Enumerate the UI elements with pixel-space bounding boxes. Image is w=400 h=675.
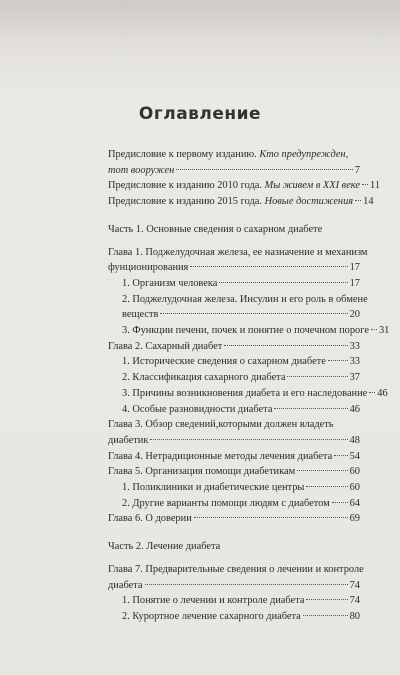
- toc-italic: Кто предупрежден,: [259, 149, 349, 160]
- section-5-2: [108, 496, 360, 512]
- toc-text: фунционирования: [108, 262, 189, 274]
- page-number: 31: [378, 325, 390, 337]
- toc-text: 1. Поликлиники и диабетические центры: [122, 482, 305, 494]
- page-number: 74: [349, 579, 360, 591]
- dot-leader: [150, 439, 347, 440]
- dot-leader: [369, 392, 375, 393]
- toc-preface-3: [108, 194, 374, 210]
- dot-leader: [190, 266, 347, 267]
- chapter-7: [108, 578, 360, 594]
- chapter-4: [108, 449, 360, 465]
- page-number: 74: [349, 595, 360, 607]
- dot-leader: [334, 455, 347, 456]
- toc-text: Предисловие к изданию 2015 года.: [108, 196, 265, 208]
- dot-leader: [224, 345, 347, 346]
- section-2-3: [108, 386, 388, 402]
- toc-text: 1. Исторические сведения о сахарном диабете: [122, 356, 326, 368]
- toc-text: Глава 5. Организация помощи диабетикам: [108, 466, 296, 478]
- toc-text: веществ: [122, 309, 159, 321]
- section-7-2: [108, 609, 360, 625]
- dot-leader: [332, 502, 348, 503]
- bleed-through-shadow: [0, 0, 400, 95]
- dot-leader: [355, 200, 361, 201]
- part-2-heading: Часть 2. Лечение диабета: [108, 541, 221, 553]
- dot-leader: [287, 376, 347, 377]
- page-number: 17: [349, 262, 360, 274]
- section-2-2: [108, 370, 360, 386]
- chapter-1: [108, 260, 360, 276]
- toc-text: 3. Причины возникновения диабета и его наследование: [122, 387, 368, 399]
- dot-leader: [303, 615, 348, 616]
- part-1-heading: Часть 1. Основные сведения о сахарном диабете: [108, 223, 323, 235]
- section-1-1: [108, 276, 360, 292]
- page-number: 48: [349, 434, 360, 446]
- page-number: 7: [354, 164, 360, 176]
- dot-leader: [297, 470, 347, 471]
- dot-leader: [362, 184, 368, 185]
- dot-leader: [194, 517, 348, 518]
- table-of-contents: [108, 147, 390, 625]
- page-number: 46: [349, 403, 360, 415]
- toc-text: 2. Классификация сахарного диабета: [122, 372, 286, 384]
- page-number: 17: [349, 277, 360, 289]
- toc-preface-1-cont: [108, 163, 360, 179]
- dot-leader: [274, 408, 347, 409]
- page-number: 11: [370, 180, 381, 192]
- page-number: 33: [349, 356, 360, 368]
- dot-leader: [145, 584, 348, 585]
- dot-leader: [306, 486, 347, 487]
- dot-leader: [219, 282, 347, 283]
- toc-text: Предисловие к первому изданию.: [108, 149, 260, 160]
- toc-preface-2: [108, 178, 381, 194]
- page-number: 60: [349, 466, 360, 478]
- toc-text: 4. Особые разновидности диабета: [122, 403, 273, 415]
- chapter-3: [108, 433, 360, 449]
- page-number: 37: [349, 372, 360, 384]
- toc-text: Глава 6. О доверии: [108, 513, 192, 525]
- section-1-2: [108, 307, 360, 323]
- page-title: Оглавление: [138, 104, 262, 124]
- chapter-2: [108, 339, 360, 355]
- toc-italic: Новые достижения: [264, 196, 354, 208]
- section-2-1: [108, 354, 360, 370]
- toc-text: Глава 2. Сахарный диабет: [108, 340, 223, 352]
- dot-leader: [176, 169, 353, 170]
- toc-text: 1. Организм человека: [122, 277, 218, 289]
- toc-text: 3. Функции печени, почек и понятие о почечном пороге: [122, 325, 369, 337]
- toc-text: Глава 4. Нетрадиционные методы лечения диабета: [108, 450, 333, 462]
- dot-leader: [328, 360, 348, 361]
- toc-text: диабетик: [108, 434, 149, 446]
- toc-text: диабета: [108, 579, 143, 591]
- chapter-5: [108, 464, 360, 480]
- page-number: 33: [349, 340, 360, 352]
- toc-text: 2. Курортное лечение сахарного диабета: [122, 610, 301, 622]
- page-number: 69: [349, 513, 360, 525]
- page-number: 54: [349, 450, 360, 462]
- page-number: 46: [377, 387, 388, 399]
- dot-leader: [306, 599, 347, 600]
- chapter-7-title: Глава 7. Предварительные сведения о лечении и контроле: [108, 563, 364, 575]
- page-number: 64: [349, 497, 360, 509]
- toc-text: 2. Другие варианты помощи людям с диабетом: [122, 497, 330, 509]
- dot-leader: [160, 313, 347, 314]
- section-2-4: [108, 402, 360, 418]
- chapter-3-title: Глава 3. Обзор сведений,которыми должен владеть: [108, 419, 334, 431]
- toc-text: 1. Понятие о лечении и контроле диабета: [122, 595, 305, 607]
- chapter-1-title: Глава 1. Поджелудочная железа, ее назначение и механизм: [108, 246, 368, 258]
- section-1-2-title: 2. Поджелудочная железа. Инсулин и его роль в обмене: [122, 293, 368, 305]
- toc-text: Предисловие к изданию 2010 года.: [108, 180, 265, 192]
- section-5-1: [108, 480, 360, 496]
- toc-italic: Мы живем в XXI веке: [264, 180, 361, 192]
- toc-italic: тот вооружен: [108, 164, 175, 176]
- page-number: 20: [349, 309, 360, 321]
- chapter-6: [108, 511, 360, 527]
- dot-leader: [371, 329, 377, 330]
- section-7-1: [108, 593, 360, 609]
- page-number: 60: [349, 482, 360, 494]
- section-1-3: [108, 323, 390, 339]
- page-number: 80: [349, 610, 360, 622]
- toc-preface-1: [108, 147, 360, 163]
- page-number: 14: [363, 196, 374, 208]
